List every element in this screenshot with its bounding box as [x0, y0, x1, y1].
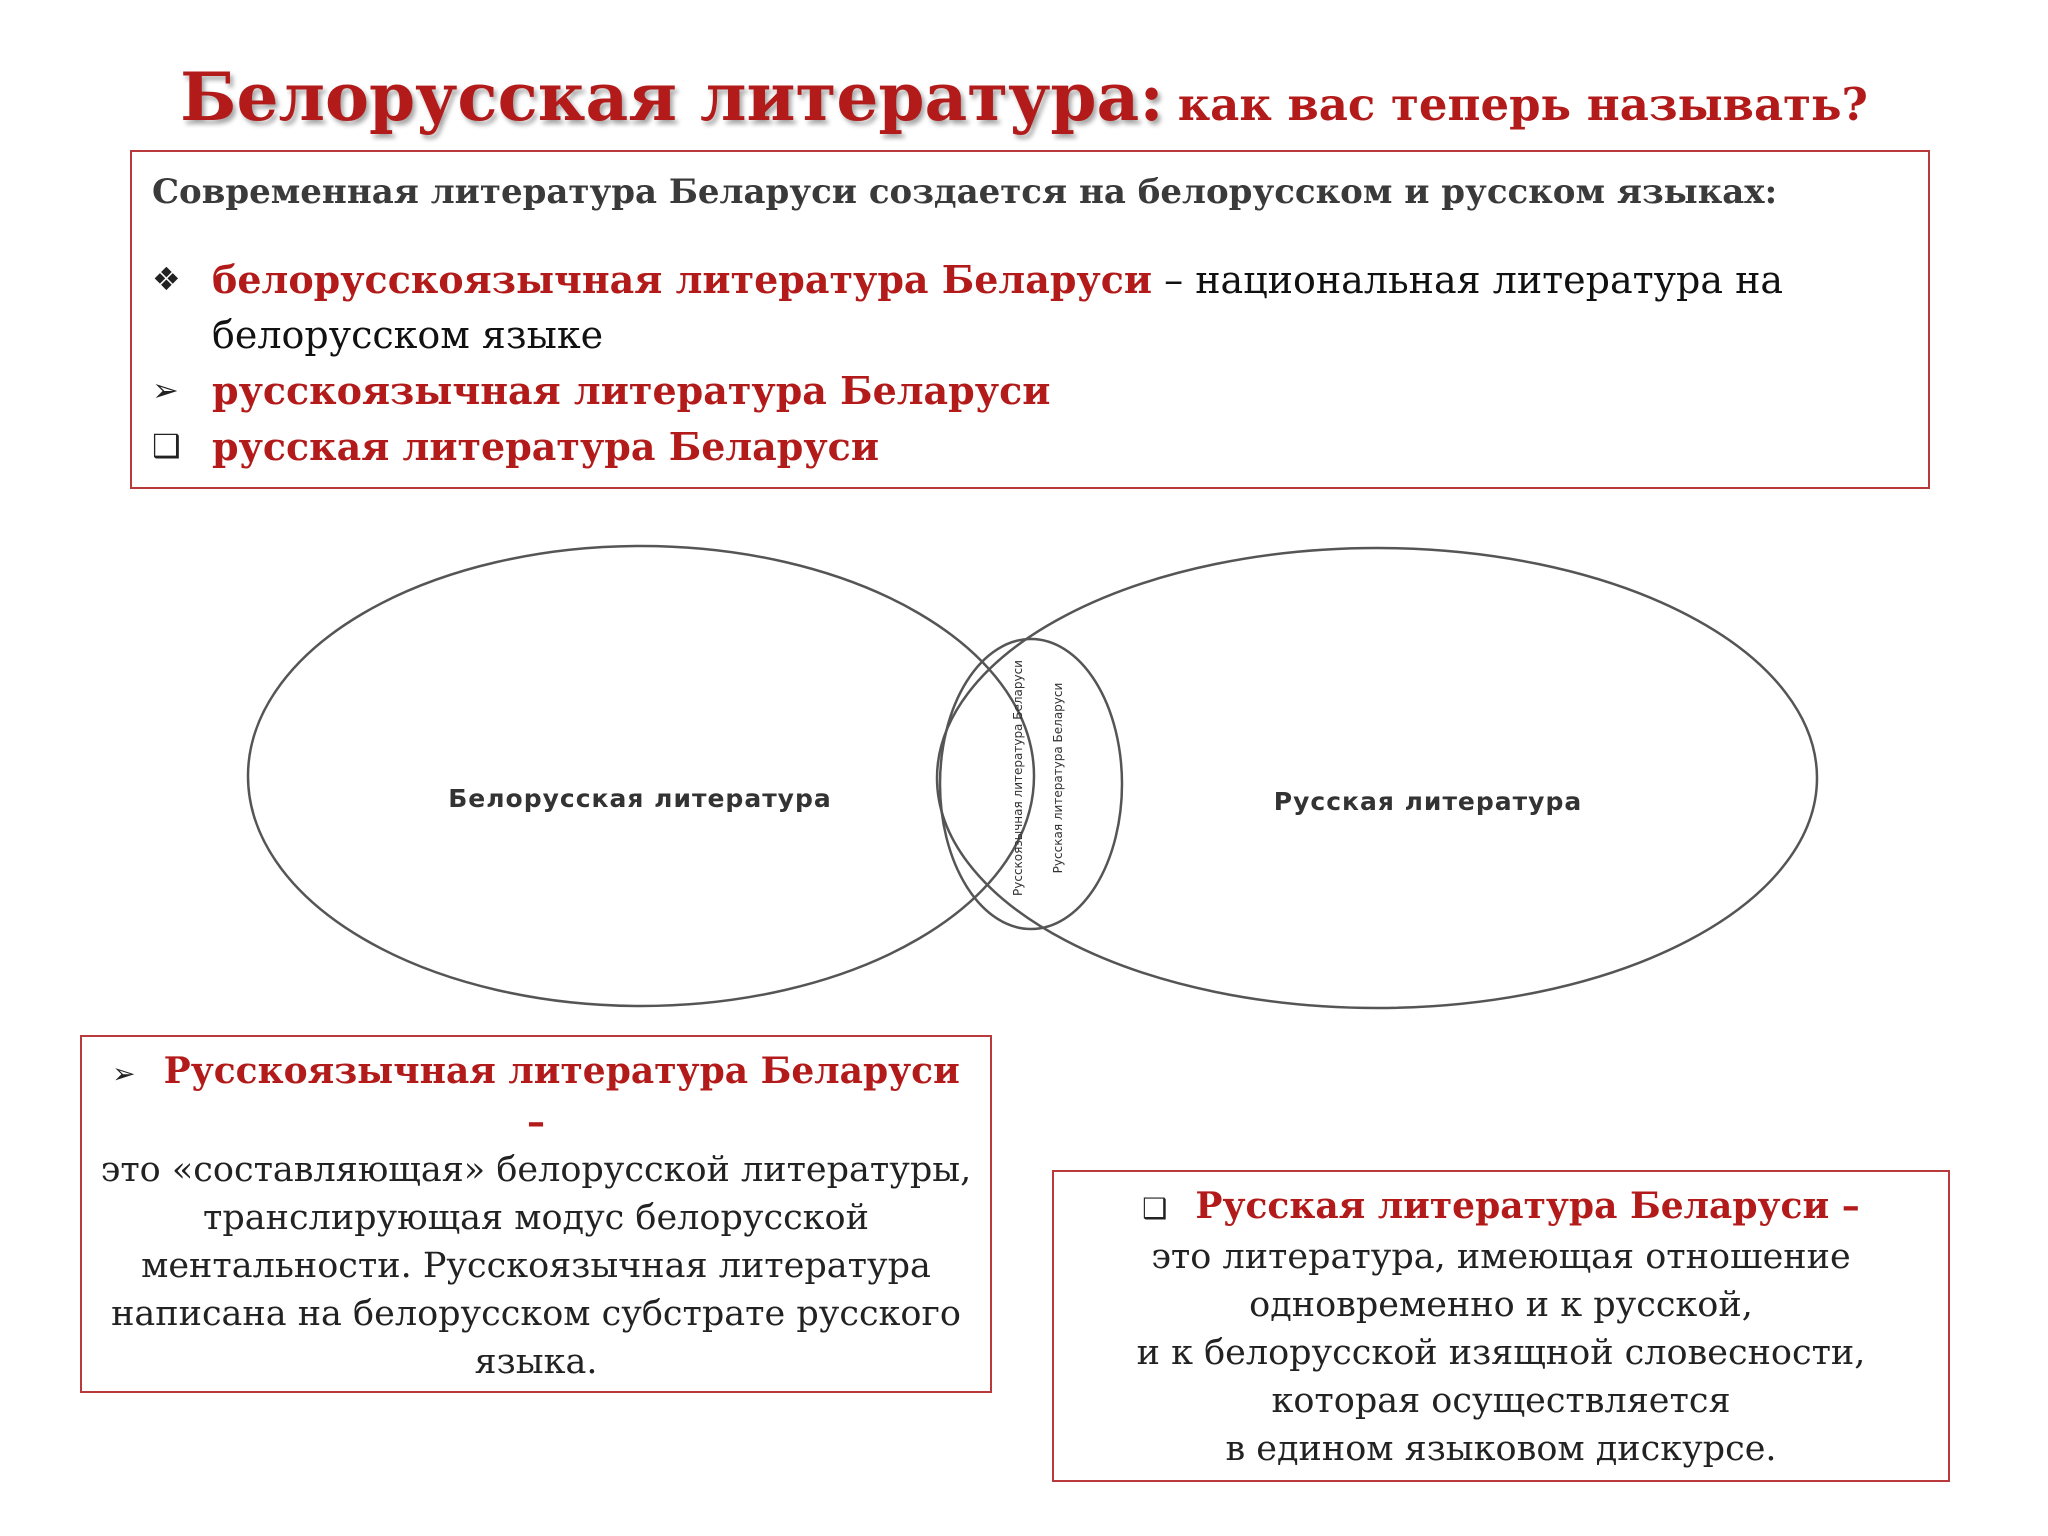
definitions-box: [130, 150, 1930, 489]
box-heading: [1072, 1182, 1930, 1233]
definitions-list: [152, 252, 1908, 475]
title-sub: как вас теперь называть?: [1177, 78, 1868, 131]
list-item: [152, 363, 1908, 419]
list-item-term: белорусскоязычная литература Беларуси: [212, 257, 1153, 302]
list-item-text: [212, 419, 879, 475]
box-description: это «составляющая» белорусской литературы, транслирующая модус белорусской ментальности. Русскоязычная литература написана на белорусском субстрате русского языка.: [100, 1150, 972, 1382]
left-label: Белорусская литература: [448, 784, 832, 813]
title-main: Белорусская литература:: [180, 58, 1164, 136]
list-item: [152, 252, 1908, 363]
list-item-term: русскоязычная литература Беларуси: [212, 368, 1051, 413]
square-bullet-icon: ❑: [1142, 1192, 1168, 1225]
list-item-term: русская литература Беларуси: [212, 424, 880, 469]
center-label-1: Русскоязычная литература Беларуси: [1011, 660, 1025, 896]
right-ellipse: [937, 548, 1817, 1008]
box-heading-dash: –: [527, 1101, 545, 1143]
box-description: это литература, имеющая отношение одновременно и к русской, и к белорусской изящной словесности, которая осуществляется в едином языковом дискурсе.: [1136, 1237, 1866, 1469]
box-heading-text: Русская литература Беларуси –: [1195, 1185, 1860, 1227]
diamond-bullet-icon: ❖: [152, 260, 181, 298]
list-item-text: [212, 252, 1908, 363]
center-ellipse: [940, 639, 1122, 929]
right-label: Русская литература: [1273, 787, 1583, 816]
arrow-bullet-icon: ➢: [152, 371, 179, 409]
list-item-text: [212, 363, 1050, 419]
slide-title: [0, 58, 2048, 136]
box-heading: [100, 1047, 972, 1098]
definitions-intro: Современная литература Беларуси создается на белорусском и русском языках:: [152, 172, 1778, 212]
list-item-definition: – национальная литература на белорусском языке: [212, 258, 1784, 357]
center-label-2: Русская литература Беларуси: [1051, 682, 1065, 874]
russian-language-literature-box: [80, 1035, 992, 1393]
list-item: [152, 419, 1908, 475]
left-ellipse: [248, 546, 1034, 1006]
box-heading-text: Русскоязычная литература Беларуси: [163, 1050, 960, 1092]
russian-literature-box: [1052, 1170, 1950, 1482]
square-bullet-icon: ❑: [152, 427, 181, 465]
arrow-bullet-icon: ➢: [112, 1057, 136, 1090]
